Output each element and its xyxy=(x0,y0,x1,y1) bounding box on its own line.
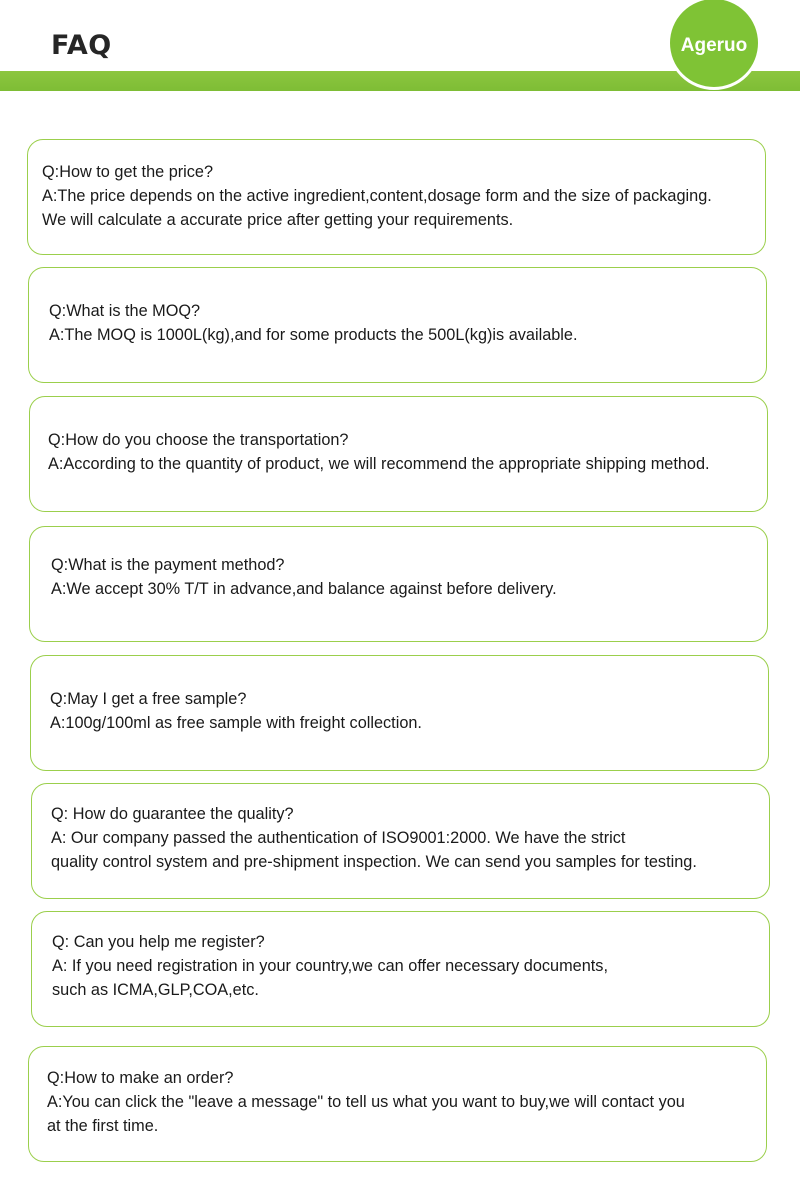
faq-question: Q:What is the payment method? xyxy=(51,556,285,574)
faq-answer-line: A: If you need registration in your country,we can offer necessary documents, xyxy=(52,957,608,975)
faq-answer-line: A:According to the quantity of product, we will recommend the appropriate shipping method. xyxy=(48,455,710,473)
faq-card-moq xyxy=(28,267,767,383)
faq-answer-line: A:100g/100ml as free sample with freight collection. xyxy=(50,714,422,732)
faq-answer-line: A:The MOQ is 1000L(kg),and for some products the 500L(kg)is available. xyxy=(49,326,578,344)
faq-card-payment xyxy=(29,526,768,642)
faq-question: Q:May I get a free sample? xyxy=(50,690,247,708)
faq-question: Q: How do guarantee the quality? xyxy=(51,805,294,823)
faq-card-transportation xyxy=(29,396,768,512)
faq-answer-line: We will calculate a accurate price after getting your requirements. xyxy=(42,211,514,229)
faq-question: Q:What is the MOQ? xyxy=(49,302,201,320)
faq-card-price xyxy=(27,139,766,255)
faq-question: Q: Can you help me register? xyxy=(52,933,265,951)
faq-answer-line: A:You can click the "leave a message" to tell us what you want to buy,we will contact you xyxy=(47,1093,685,1111)
faq-question: Q:How to get the price? xyxy=(42,163,214,181)
faq-card-sample xyxy=(30,655,769,771)
faq-answer-line: quality control system and pre-shipment inspection. We can send you samples for testing. xyxy=(51,853,697,871)
faq-question: Q:How to make an order? xyxy=(47,1069,234,1087)
faq-answer-line: A:We accept 30% T/T in advance,and balance against before delivery. xyxy=(51,580,557,598)
brand-logo xyxy=(667,0,761,90)
faq-card-quality xyxy=(31,783,770,899)
faq-answer-line: A:The price depends on the active ingredient,content,dosage form and the size of packaging. xyxy=(42,187,712,205)
faq-answer-line: at the first time. xyxy=(47,1117,159,1135)
page-title: FAQ xyxy=(51,30,112,61)
faq-card-register xyxy=(31,911,770,1027)
faq-answer-line: such as ICMA,GLP,COA,etc. xyxy=(52,981,259,999)
faq-question: Q:How do you choose the transportation? xyxy=(48,431,349,449)
logo-text: Ageruo xyxy=(680,35,748,56)
faq-answer-line: A: Our company passed the authentication of ISO9001:2000. We have the strict xyxy=(51,829,626,847)
faq-card-order xyxy=(28,1046,767,1162)
